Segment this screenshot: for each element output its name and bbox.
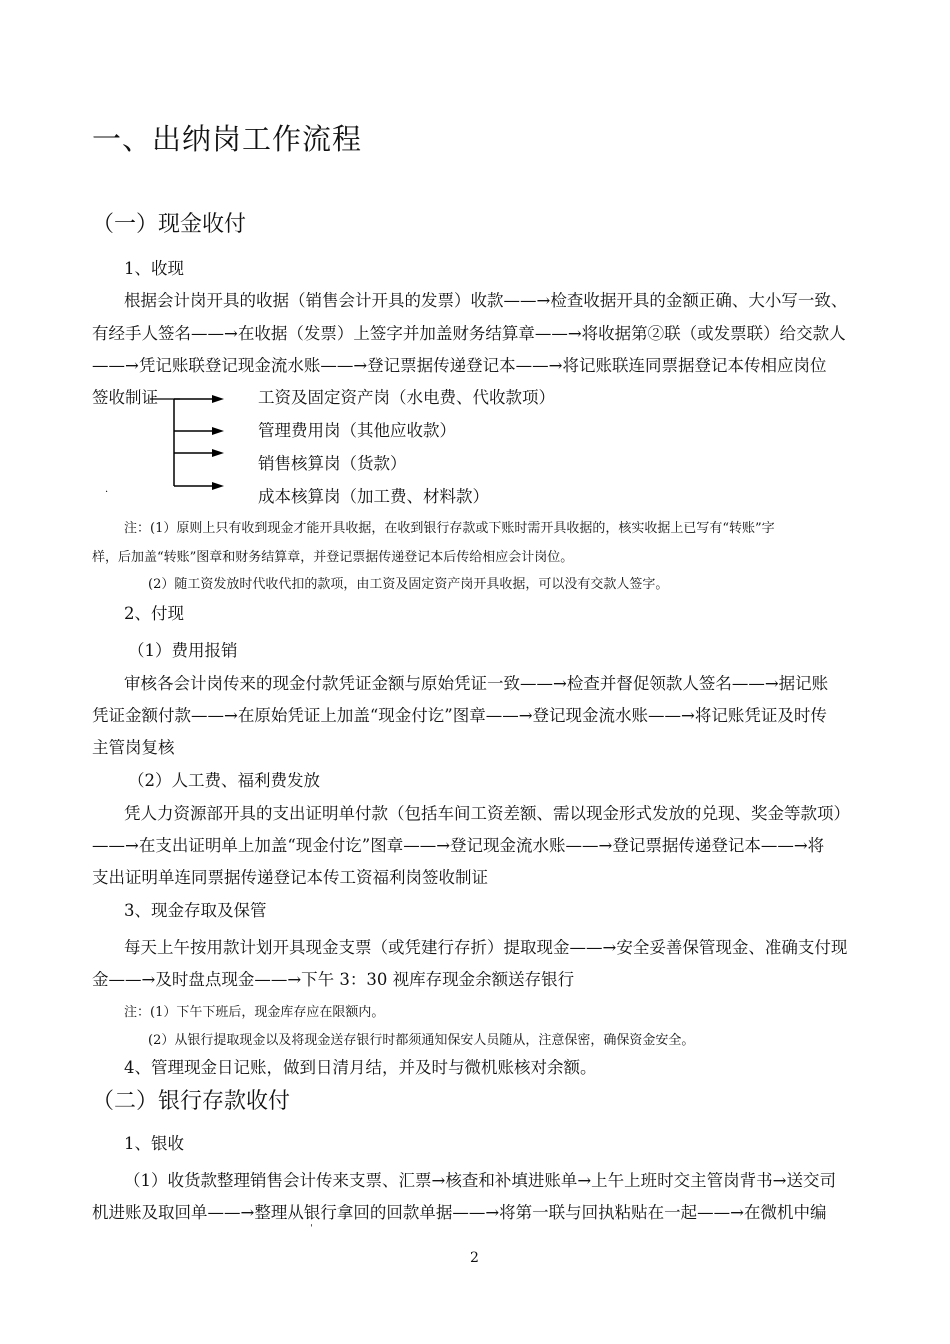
- stray-dot: ·: [105, 487, 109, 498]
- branch-flow-diagram: [150, 388, 260, 498]
- paragraph-line: 凭证金额付款——→在原始凭证上加盖“现金付讫”图章——→登记现金流水账——→将记账凭证及时传: [92, 706, 827, 725]
- paragraph-line: ——→在支出证明单上加盖“现金付讫”图章——→登记现金流水账——→登记票据传递登记本——→将: [92, 836, 825, 855]
- branch-label: 工资及固定资产岗（水电费、代收款项）: [258, 388, 555, 407]
- paragraph-line: 机进账及取回单——→整理从银行拿回的回款单据——→将第一联与回执粘贴在一起——→在微机中编: [92, 1203, 827, 1222]
- section-heading-bank: （二）银行存款收付: [92, 1089, 291, 1114]
- paragraph-line: 金——→及时盘点现金——→下午 3：30 视库存现金余额送存银行: [92, 970, 575, 989]
- branch-label: 管理费用岗（其他应收款）: [258, 421, 456, 440]
- note-line: (2）从银行提取现金以及将现金送存银行时都须通知保安人员随从，注意保密，确保资金安全。: [148, 1033, 695, 1048]
- subheading-bank-receive: 1、银收: [124, 1134, 184, 1153]
- paragraph-line: （1）收货款整理销售会计传来支票、汇票→核查和补填进账单→上午上班时交主管岗背书→送交司: [124, 1171, 836, 1190]
- subheading-pay: 2、付现: [124, 604, 184, 623]
- paragraph-line: ——→凭记账联登记现金流水账——→登记票据传递登记本——→将记账联连同票据登记本传相应岗位: [92, 356, 827, 375]
- stray-dot: ˈ: [310, 1224, 313, 1235]
- branch-label: 成本核算岗（加工费、材料款）: [258, 487, 489, 506]
- subheading-receive: 1、收现: [124, 259, 184, 278]
- page-title: 一、出纳岗工作流程: [92, 122, 363, 156]
- subheading-storage: 3、现金存取及保管: [124, 901, 267, 920]
- paragraph-line: 主管岗复核: [92, 738, 175, 757]
- subheading-expense: （1）费用报销: [128, 641, 238, 660]
- paragraph-line: 每天上午按用款计划开具现金支票（或凭建行存折）提取现金——→安全妥善保管现金、准确支付现: [124, 938, 848, 957]
- branch-label: 销售核算岗（货款）: [258, 454, 407, 473]
- paragraph-line: 有经手人签名——→在收据（发票）上签字并加盖财务结算章——→将收据第②联（或发票联）给交款人: [92, 324, 846, 343]
- paragraph-line: 签收制证: [92, 388, 158, 407]
- subheading-salary: （2）人工费、福利费发放: [128, 771, 320, 790]
- note-line: 样，后加盖“转账”图章和财务结算章，并登记票据传递登记本后传给相应会计岗位。: [92, 550, 574, 565]
- note-line: 注：(1）下午下班后，现金库存应在限额内。: [124, 1005, 385, 1020]
- paragraph-line: 审核各会计岗传来的现金付款凭证金额与原始凭证一致——→检查并督促领款人签名——→据记账: [124, 674, 829, 693]
- paragraph-line: 支出证明单连同票据传递登记本传工资福利岗签收制证: [92, 868, 488, 887]
- note-line: 注：(1）原则上只有收到现金才能开具收据，在收到银行存款或下账时需开具收据的，核实收据上已写有“转账”字: [124, 521, 775, 536]
- page-number: 2: [470, 1250, 479, 1266]
- section-heading-cash: （一）现金收付: [92, 212, 247, 237]
- note-line: (2）随工资发放时代收代扣的款项，由工资及固定资产岗开具收据，可以没有交款人签字。: [148, 577, 669, 592]
- paragraph-line: 凭人力资源部开具的支出证明单付款（包括车间工资差额、需以现金形式发放的兑现、奖金等款项）: [124, 804, 850, 823]
- ledger-line: 4、管理现金日记账，做到日清月结，并及时与微机账核对余额。: [124, 1058, 597, 1077]
- paragraph-line: 根据会计岗开具的收据（销售会计开具的发票）收款——→检查收据开具的金额正确、大小写一致、: [124, 291, 848, 310]
